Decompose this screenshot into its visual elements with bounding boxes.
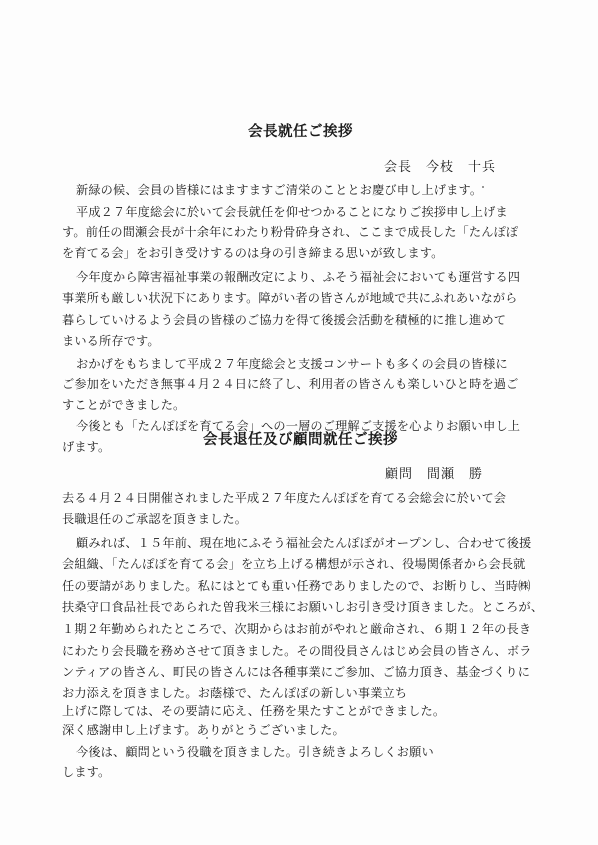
section2-title: 会長退任及び顧問就任ご挨拶: [203, 431, 398, 448]
section2-author: 顧問 間瀬 勝: [385, 467, 484, 482]
section1-author: 会長 今枝 十兵: [384, 160, 497, 175]
section2-line: にわたり会長職を務めさせて頂きました。その間役員さんはじめ会員の皆さん、ボラ: [62, 644, 532, 658]
section2-line: 去る４月２４日開催されました平成２７年度たんぽぽを育てる会総会に於いて会: [62, 491, 507, 505]
section1-line: げます。: [62, 440, 111, 454]
section1-line: まいる所存です。: [62, 334, 160, 348]
section1-line: おかげをもちまして平成２７年度総会と支援コンサートも多くの会員の皆様に: [76, 357, 508, 371]
scan-speck: [482, 186, 484, 188]
section1-line: すことができました。: [62, 398, 186, 412]
section2-line: １期２年勤められたところで、次期からはお前がやれと厳命され、６期１２年の長き: [62, 622, 532, 636]
section2-line: ンティアの皆さん、町民の皆さんには各種事業にご参加、ご協力頂き、基金づくりに: [62, 665, 531, 679]
section2-line: 顧みれば、１５年前、現在地にふそう福祉会たんぽぽがオープンし、合わせて後援: [76, 536, 532, 550]
section2-line: お力添えを頂きました。お蔭様で、たんぽぽの新しい事業立ち: [62, 686, 408, 700]
section1-line: 事業所も厳しい状況下にあります。障がい者の皆さんが地域で共にふれあいながら: [62, 291, 518, 305]
section1-line: 新緑の候、会員の皆様にはますますご清栄のこととお慶び申し上げます。: [76, 183, 483, 197]
section2-line: 長職退任のご承認を頂きました。: [62, 512, 248, 526]
section2-line: 上げに際しては、その要請に応え、任務を果たすことができました。: [62, 704, 446, 718]
scan-speck: [206, 737, 208, 739]
section1-line: す。前任の間瀬会長が十余年にわたり粉骨砕身され、ここまで成長した「たんぽぽ: [62, 225, 519, 239]
section1-line: を育てる会」をお引き受けするのは身の引き締まる思いが致します。: [62, 246, 444, 260]
section2-line: します。: [62, 765, 111, 779]
section2-line: 会組織、「たんぽぽを育てる会」を立ち上げる構想が示され、役場関係者から会長就: [62, 557, 526, 571]
section2-line: 扶桑守口食品社長であられた曽我米三様にお願いしお引き受け頂きました。ところが、: [62, 600, 544, 614]
section2-line: 深く感謝申し上げます。ありがとうございました。: [62, 723, 345, 737]
section1-line: 平成２７年度総会に於いて会長就任を仰せつかることになりご挨拶申し上げま: [76, 205, 508, 219]
section1-line: 今後とも「たんぽぽを育てる会」への一層のご理解ご支援を心よりお願い申し上: [76, 419, 521, 433]
section1-line: 暮らしていけるよう会員の皆様のご協力を得て後援会活動を積極的に推し進めて: [62, 313, 507, 327]
section2-line: 今後は、顧問という役職を頂きました。引き続きよろしくお願い: [76, 745, 434, 759]
section1-line: ご参加をいただき無事４月２４日に終了し、利用者の皆さんも楽しいひと時を過ご: [62, 377, 519, 391]
section2-line: 任の要請がありました。私にはとても重い任務でありましたので、お断りし、当時㈱: [62, 579, 531, 593]
section1-title: 会長就任ご挨拶: [248, 123, 353, 140]
section1-line: 今年度から障害福祉事業の報酬改定により、ふそう福祉会においても運営する四: [76, 270, 521, 284]
